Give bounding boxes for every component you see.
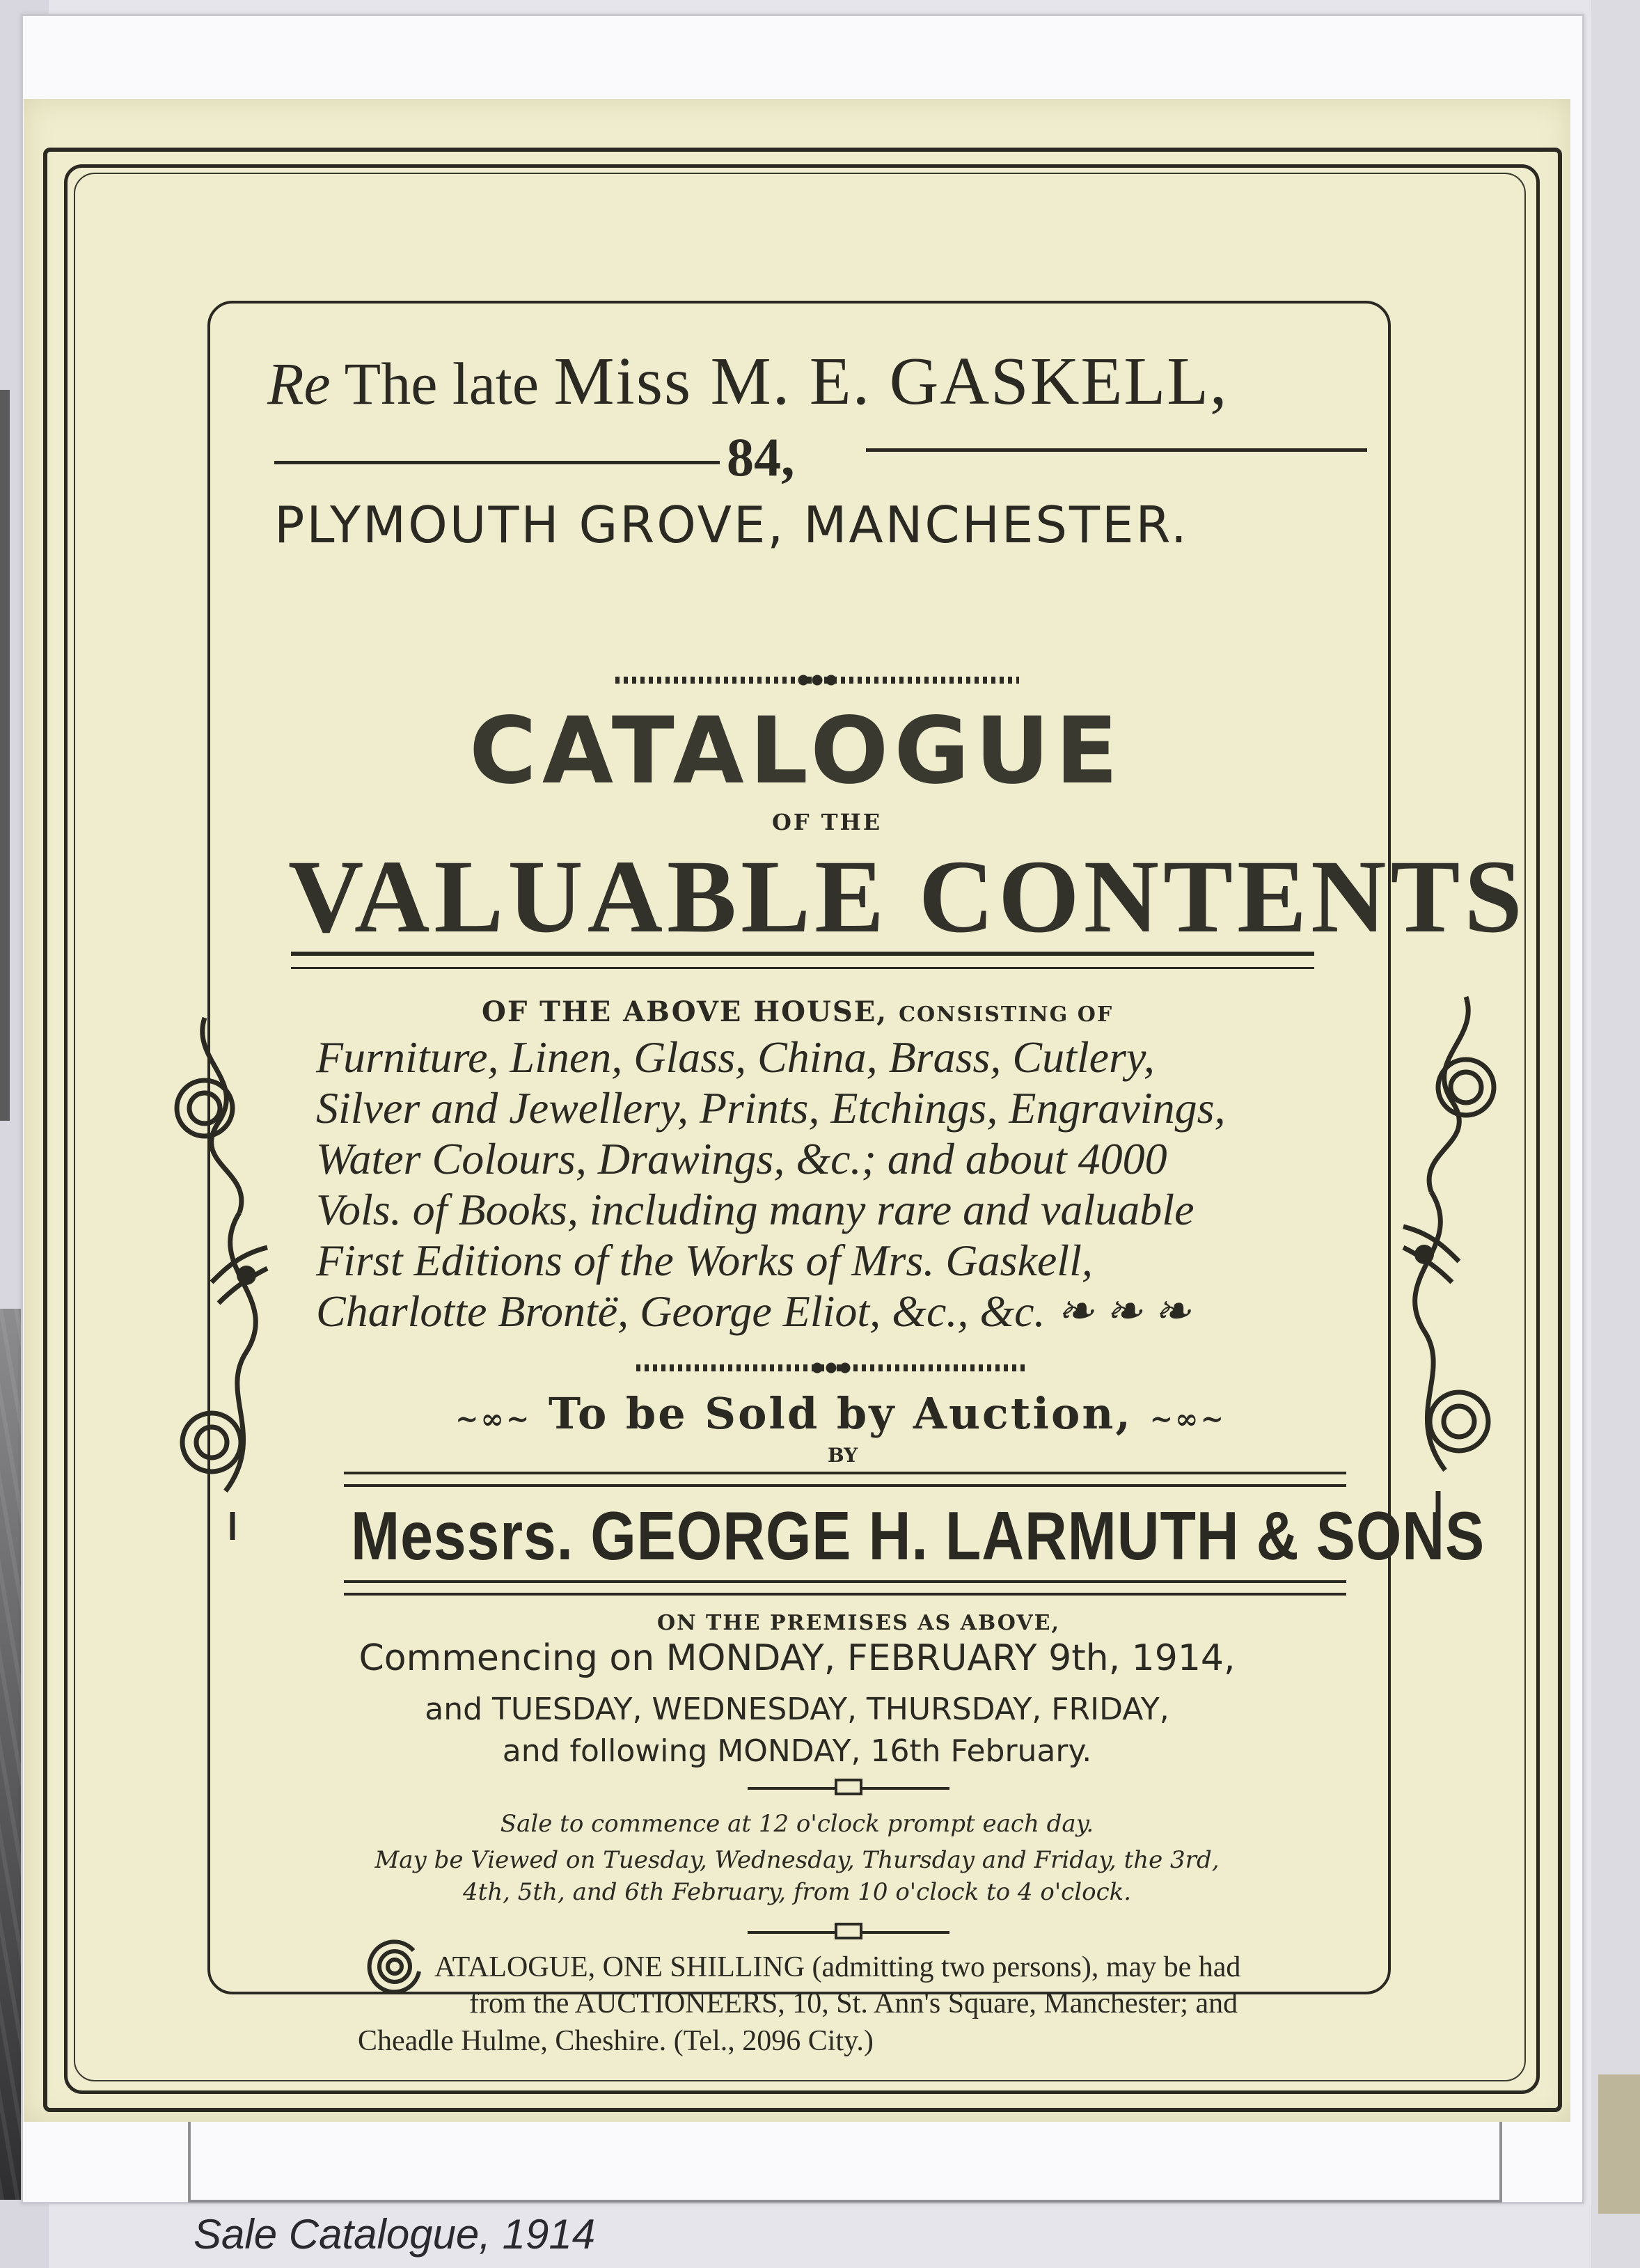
by-label: BY	[828, 1444, 858, 1467]
background-right-strip	[1591, 0, 1640, 2268]
heading-name: Miss M. E. GASKELL,	[553, 344, 1229, 419]
divider-squiggle	[615, 677, 1019, 684]
contents-line: Charlotte Brontë, George Eliot, &c., &c. ❧ ❧ ❧	[316, 1286, 1191, 1336]
contents-line: Vols. of Books, including many rare and valuable	[316, 1185, 1194, 1234]
title-valuable-contents: VALUABLE CONTENTS	[288, 839, 1527, 954]
right-scroll-ornament-icon	[1389, 983, 1508, 1526]
premises-line: ON THE PREMISES AS ABOVE,	[657, 1611, 1060, 1635]
contents-line: Furniture, Linen, Glass, China, Brass, Cutlery,	[316, 1032, 1155, 1082]
heading-re-rest: The late	[344, 350, 539, 417]
commencing-line: Commencing on MONDAY, FEBRUARY 9th, 1914,	[358, 1637, 1236, 1679]
viewing-line-2: 4th, 5th, and 6th February, from 10 o'clock to 4 o'clock.	[462, 1878, 1132, 1906]
adjacent-photo-right	[1598, 2074, 1640, 2214]
catalogue-price-line-3: Cheadle Hulme, Cheshire. (Tel., 2096 City.)	[358, 2025, 874, 2057]
subtitle-house	[482, 995, 1113, 1028]
subtitle-house-text: OF THE ABOVE HOUSE,	[482, 995, 888, 1028]
heading-house-number: 84,	[727, 427, 795, 487]
flourish-left-icon: ~∞~	[455, 1403, 532, 1435]
contents-line: Silver and Jewellery, Prints, Etchings, Engravings,	[316, 1083, 1226, 1133]
catalogue-price-line-2: from the AUCTIONEERS, 10, St. Ann's Square, Manchester; and	[469, 1987, 1238, 2019]
catalogue-price-line-1: ATALOGUE, ONE SHILLING (admitting two persons), may be had	[434, 1951, 1241, 1983]
title-catalogue: CATALOGUE	[469, 698, 1124, 805]
catalogue-page	[24, 99, 1570, 2122]
spiral-initial-c-icon	[365, 1937, 425, 1997]
heading-estate-line	[267, 342, 1229, 420]
buckle-divider-icon	[748, 1787, 949, 1790]
flourish-right-icon: ~∞~	[1149, 1403, 1226, 1435]
adjacent-photo-edge	[0, 390, 10, 1121]
sold-by-auction	[455, 1388, 1226, 1439]
contents-line: First Editions of the Works of Mrs. Gaskell,	[316, 1236, 1093, 1285]
title-of-the: OF THE	[772, 809, 883, 835]
divider-squiggle	[636, 1364, 1026, 1371]
auctioneer-rule-top	[344, 1472, 1346, 1487]
buckle-divider-icon	[748, 1931, 949, 1934]
rule-right	[866, 448, 1367, 452]
following-line: and following MONDAY, 16th February.	[502, 1733, 1092, 1769]
days-line: and TUESDAY, WEDNESDAY, THURSDAY, FRIDAY,	[425, 1692, 1169, 1727]
heading-re-prefix: Re	[267, 350, 331, 417]
auctioneer-rule-bottom	[344, 1580, 1346, 1596]
viewing-line-1: May be Viewed on Tuesday, Wednesday, Thursday and Friday, the 3rd,	[374, 1846, 1220, 1874]
exhibit-caption: Sale Catalogue, 1914	[194, 2211, 596, 2258]
title-underline	[291, 952, 1314, 969]
rule-left	[274, 461, 720, 464]
sale-time-line: Sale to commence at 12 o'clock prompt each day.	[500, 1810, 1094, 1838]
contents-line: Water Colours, Drawings, &c.; and about 4000	[316, 1134, 1167, 1183]
sold-by-auction-text: To be Sold by Auction,	[548, 1388, 1133, 1439]
subtitle-consisting: CONSISTING OF	[899, 1002, 1114, 1027]
auctioneer-name: Messrs. GEORGE H. LARMUTH & SONS	[351, 1497, 1485, 1574]
heading-street: PLYMOUTH GROVE, MANCHESTER.	[274, 496, 1189, 554]
contents-list	[316, 1032, 1367, 1337]
left-scroll-ornament-icon	[163, 1004, 281, 1547]
